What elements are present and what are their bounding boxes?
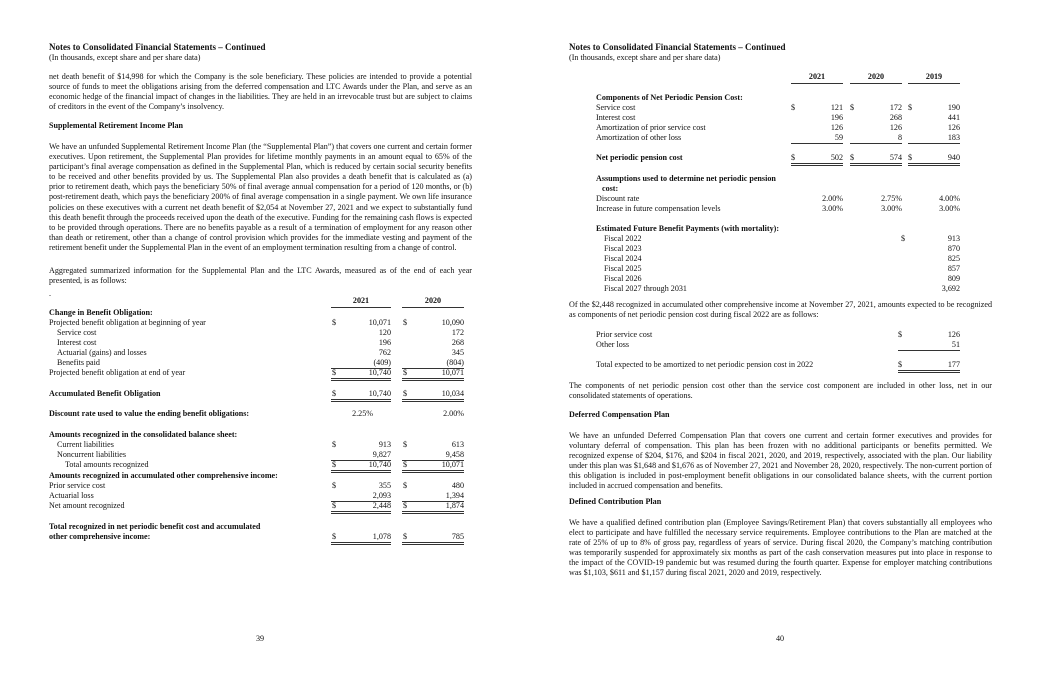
value: 2.25% [352, 409, 373, 418]
row-label: Prior service cost [596, 330, 653, 339]
page-header-title: Notes to Consolidated Financial Statements – Continued [49, 42, 266, 52]
currency-symbol: $ [908, 103, 913, 112]
table-row [596, 133, 992, 143]
table-row [596, 113, 992, 123]
value-cell [331, 348, 391, 358]
stray-mark: . [49, 289, 52, 298]
value-cell [402, 501, 464, 514]
currency-symbol: $ [791, 153, 796, 162]
value: 10,071 [441, 368, 464, 377]
value: 177 [947, 360, 960, 369]
value: 940 [947, 153, 960, 162]
currency-symbol: $ [332, 481, 337, 490]
value-cell [402, 318, 464, 328]
value: 3.00% [822, 204, 843, 213]
value: 10,071 [368, 318, 391, 327]
value: 3.00% [939, 204, 960, 213]
value-cell [850, 204, 902, 214]
value-cell [331, 368, 391, 381]
row-label: Actuarial loss [49, 491, 94, 500]
value-cell [850, 133, 902, 144]
row-label: Total amounts recognized [65, 460, 149, 469]
value: 480 [451, 481, 464, 490]
value: 51 [951, 340, 960, 349]
row-label: Estimated Future Benefit Payments (with mortality): [596, 224, 780, 233]
row-label: Interest cost [57, 338, 97, 347]
value: 172 [451, 328, 464, 337]
row-label: Projected benefit obligation at end of year [49, 368, 186, 377]
row-label: Fiscal 2023 [604, 244, 642, 253]
row-label: Discount rate [596, 194, 640, 203]
intro-paragraph: net death benefit of $14,998 for which the Company is the sole beneficiary. These policies are intended to provide a potential source of funds to meet the obligations arising from the deferred compensation and LTC Awards under the Plan, and serve as an economic hedge of the financial impact of changes in the liabilities. They are held in an irrevocable trust but are subject to claims of creditors in the event of the Company’s insolvency. [49, 72, 472, 112]
column-header-2020: 2020 [850, 72, 902, 84]
currency-symbol: $ [403, 440, 408, 449]
row-label: Interest cost [596, 113, 636, 122]
currency-symbol: $ [403, 481, 408, 490]
value: 3,692 [941, 284, 960, 293]
value-cell [331, 328, 391, 338]
value-cell [402, 481, 464, 491]
table-row [596, 360, 992, 370]
value: 126 [889, 123, 902, 132]
row-label: Service cost [596, 103, 636, 112]
currency-symbol: $ [332, 318, 337, 327]
table-row [596, 103, 992, 113]
value: 762 [378, 348, 391, 357]
table-row [596, 264, 992, 274]
value-cell [402, 389, 464, 402]
currency-symbol: $ [901, 234, 906, 243]
table-row [596, 204, 992, 214]
table-row [49, 460, 472, 470]
value: 268 [889, 113, 902, 122]
value: 121 [830, 103, 843, 112]
value-cell [908, 274, 960, 284]
value-cell [331, 338, 391, 348]
row-label: Current liabilities [57, 440, 114, 449]
value-cell [908, 204, 960, 214]
row-label: Noncurrent liabilities [57, 450, 127, 459]
value: 10,034 [441, 389, 464, 398]
value: 3.00% [881, 204, 902, 213]
row-label: Projected benefit obligation at beginning of year [49, 318, 206, 327]
value: 2,093 [372, 491, 391, 500]
value-cell [791, 204, 843, 214]
value-cell [908, 103, 960, 113]
column-header-2020: 2020 [402, 296, 464, 308]
value: 913 [947, 234, 960, 243]
page-header-title: Notes to Consolidated Financial Statements – Continued [569, 42, 786, 52]
row-label: Actuarial (gains) and losses [57, 348, 147, 357]
value-cell [908, 123, 960, 133]
table-row [596, 330, 992, 340]
table-row [596, 234, 992, 244]
value: 120 [378, 328, 391, 337]
table-row [49, 501, 472, 511]
value: 10,071 [441, 460, 464, 469]
defined-contribution-paragraph: We have a qualified defined contribution plan (Employee Savings/Retirement Plan) that covers substantially all employees who elect to participate and have fulfilled the necessary service requirements. Employee contributions to the Plan are matched at the rate of 25% of up to 8% of gross pay, regardless of years of service. During fiscal 2020, the Company’s matching contribution was temporarily suspended for approximately six months as part of the cash conservation measures put into place in response to the impact of the COVID-19 pandemic but was resumed during the fourth quarter. Expense for employer matching contributions was $1,103, $611 and $1,157 during fiscal 2021, 2020 and 2019, respectively. [569, 518, 992, 578]
column-header-2019: 2019 [908, 72, 960, 84]
table-row [596, 184, 992, 194]
currency-symbol: $ [403, 532, 408, 541]
value: 857 [947, 264, 960, 273]
table-row [596, 254, 992, 264]
value-cell [908, 264, 960, 274]
value: 9,458 [445, 450, 464, 459]
value: 355 [378, 481, 391, 490]
table-row [49, 308, 472, 318]
value-cell [402, 440, 464, 450]
row-label: Fiscal 2027 through 2031 [604, 284, 687, 293]
table-row [49, 450, 472, 460]
row-label: Discount rate used to value the ending benefit obligations: [49, 409, 250, 418]
table-row [596, 340, 992, 350]
row-label: Fiscal 2024 [604, 254, 642, 263]
currency-symbol: $ [332, 389, 337, 398]
table-row [596, 194, 992, 204]
deferred-compensation-heading: Deferred Compensation Plan [569, 410, 670, 419]
row-label: Change in Benefit Obligation: [49, 308, 153, 317]
value: 441 [947, 113, 960, 122]
value-cell [402, 532, 464, 545]
row-label: Fiscal 2022 [604, 234, 642, 243]
value: 9,827 [372, 450, 391, 459]
row-label: Benefits paid [57, 358, 100, 367]
table-row [49, 348, 472, 358]
value: 613 [451, 440, 464, 449]
defined-contribution-heading: Defined Contribution Plan [569, 497, 662, 506]
value-cell [791, 153, 843, 166]
components-paragraph: The components of net periodic pension cost other than the service cost component are included in other loss, net in our consolidated statements of operations. [569, 381, 992, 401]
value: 268 [451, 338, 464, 347]
value-cell [898, 330, 960, 340]
row-label: Fiscal 2025 [604, 264, 642, 273]
value-cell [331, 389, 391, 402]
row-label: Amortization of prior service cost [596, 123, 706, 132]
table-row [596, 174, 992, 184]
row-label: Net periodic pension cost [596, 153, 683, 162]
value-cell [908, 153, 960, 166]
table-row [49, 430, 472, 440]
row-label: Accumulated Benefit Obligation [49, 389, 161, 398]
value-cell [908, 194, 960, 204]
value: 10,740 [368, 368, 391, 377]
table-row [49, 389, 472, 399]
section-paragraph: We have an unfunded Supplemental Retirement Income Plan (the “Supplemental Plan”) that covers one current and certain former executives. Upon retirement, the Supplemental Plan provides for lifetime monthly payments in an amount equal to 65% of the participant’s final average compensation as defined in the Supplemental Plan, which is reduced by certain social security benefits to be received and other benefits provided by us. The Supplemental Plan also provides a death benefit that is calculated as (a) prior to retirement death, which pays the beneficiary 50% of final average annual compensation for a period of 120 months, or (b) post-retirement death, which pays the beneficiary 200% of final average compensation in a single payment. We own life insurance policies on these executives with a current net death benefit of $2,054 at November 27, 2021 and we expect to substantially fund this death benefit through the proceeds received upon the death of the executive. Funding for the remaining cash flows is expected to be provided through operations. There are no benefits payable as a result of a termination of employment for any reason other than death or retirement, other than a change of control provision which provides for the immediate vesting and payment of the retirement benefit under the Supplemental Plan in the event of an employment termination resulting from a change of control. [49, 142, 472, 252]
table-row [596, 274, 992, 284]
table-row [596, 93, 992, 103]
value-cell [850, 113, 902, 123]
value: 785 [451, 532, 464, 541]
currency-symbol: $ [332, 368, 337, 377]
value-cell [850, 123, 902, 133]
table-row [49, 409, 472, 419]
page-header-subtitle: (In thousands, except share and per share data) [569, 53, 721, 62]
row-label: Amortization of other loss [596, 133, 682, 142]
table-row [596, 153, 992, 163]
value-cell [791, 133, 843, 144]
value: 196 [830, 113, 843, 122]
currency-symbol: $ [791, 103, 796, 112]
value-cell [898, 340, 960, 351]
value: 1,874 [445, 501, 464, 510]
currency-symbol: $ [332, 440, 337, 449]
table-row [49, 318, 472, 328]
value: 809 [947, 274, 960, 283]
currency-symbol: $ [332, 501, 337, 510]
row-label: Amounts recognized in accumulated other comprehensive income: [49, 471, 278, 480]
row-label: Net amount recognized [49, 501, 125, 510]
value: 10,740 [368, 460, 391, 469]
row-label: Assumptions used to determine net periodic pension [596, 174, 776, 183]
value-cell [908, 113, 960, 123]
value: 190 [947, 103, 960, 112]
value-cell [402, 328, 464, 338]
value: 8 [897, 133, 902, 142]
row-label: Fiscal 2026 [604, 274, 642, 283]
page-number: 39 [256, 634, 265, 643]
value: 1,394 [445, 491, 464, 500]
value-cell [791, 194, 843, 204]
table-row [596, 224, 992, 234]
deferred-compensation-paragraph: We have an unfunded Deferred Compensation Plan that covers one current and certain former executives and provides for voluntary deferral of compensation. This plan has been frozen with no additional participants or benefits permitted. We recognized expense of $204, $176, and $204 in fiscal 2021, 2020, and 2019, respectively, associated with the plan. Our liability under this plan was $1,648 and $1,676 as of November 27, 2021 and November 28, 2020, respectively. The non-current portion of this obligation is included in post-employment benefit obligations in our consolidated balance sheets, with the current portion included in accrued compensation and benefits. [569, 431, 992, 491]
value: 2.75% [881, 194, 902, 203]
value-cell [850, 153, 902, 166]
page-number: 40 [776, 634, 785, 643]
table-row [49, 328, 472, 338]
value: (804) [446, 358, 464, 367]
value-cell [850, 103, 902, 113]
value: 574 [889, 153, 902, 162]
value-cell [791, 123, 843, 133]
row-label: Amounts recognized in the consolidated balance sheet: [49, 430, 238, 439]
row-label: other comprehensive income: [49, 532, 151, 541]
value: (409) [373, 358, 391, 367]
value-cell [331, 409, 391, 419]
currency-symbol: $ [898, 330, 903, 339]
value: 196 [378, 338, 391, 347]
currency-symbol: $ [332, 532, 337, 541]
column-header-2021: 2021 [331, 296, 391, 308]
aoci-paragraph: Of the $2,448 recognized in accumulated other comprehensive income at November 27, 2021, amounts expected to be recognized as components of net periodic pension cost during fiscal 2022 are as follows: [569, 300, 992, 320]
currency-symbol: $ [332, 460, 337, 469]
currency-symbol: $ [403, 460, 408, 469]
table-row [596, 123, 992, 133]
value: 825 [947, 254, 960, 263]
value: 126 [947, 123, 960, 132]
value: 59 [834, 133, 843, 142]
value-cell [331, 501, 391, 514]
value: 172 [889, 103, 902, 112]
row-label: Total expected to be amortized to net periodic pension cost in 2022 [596, 360, 814, 369]
value-cell [331, 532, 391, 545]
table-row [49, 358, 472, 368]
value-cell [402, 348, 464, 358]
currency-symbol: $ [403, 501, 408, 510]
table-row [596, 244, 992, 254]
column-header-2021: 2021 [791, 72, 843, 84]
row-label: Other loss [596, 340, 630, 349]
table-row [49, 532, 472, 542]
value-cell [901, 234, 960, 244]
table-row [49, 471, 472, 481]
value-cell [908, 244, 960, 254]
page-40 [520, 0, 1040, 673]
currency-symbol: $ [850, 103, 855, 112]
value-cell [331, 318, 391, 328]
currency-symbol: $ [403, 368, 408, 377]
table-row [49, 440, 472, 450]
value: 2.00% [822, 194, 843, 203]
value-cell [402, 368, 464, 381]
value-cell [791, 113, 843, 123]
value: 2,448 [372, 501, 391, 510]
row-label: Increase in future compensation levels [596, 204, 721, 213]
value-cell [850, 194, 902, 204]
page-header-subtitle: (In thousands, except share and per share data) [49, 53, 201, 62]
row-label: Prior service cost [49, 481, 106, 490]
aggregated-paragraph: Aggregated summarized information for the Supplemental Plan and the LTC Awards, measured as of the end of each year presented, is as follows: [49, 266, 472, 286]
value-cell [331, 440, 391, 450]
value: 913 [378, 440, 391, 449]
value-cell [908, 254, 960, 264]
currency-symbol: $ [403, 318, 408, 327]
value-cell [908, 133, 960, 144]
value-cell [402, 409, 464, 419]
currency-symbol: $ [850, 153, 855, 162]
row-label: cost: [602, 184, 619, 193]
value: 183 [947, 133, 960, 142]
value: 345 [451, 348, 464, 357]
value-cell [402, 338, 464, 348]
value: 10,090 [441, 318, 464, 327]
table-row [49, 481, 472, 491]
table-row [49, 522, 472, 532]
table-row [49, 338, 472, 348]
value: 10,740 [368, 389, 391, 398]
value-cell [898, 360, 960, 373]
row-label: Components of Net Periodic Pension Cost: [596, 93, 743, 102]
currency-symbol: $ [908, 153, 913, 162]
row-label: Total recognized in net periodic benefit cost and accumulated [49, 522, 261, 531]
value: 126 [947, 330, 960, 339]
value: 2.00% [443, 409, 464, 418]
table-row [49, 491, 472, 501]
value: 502 [830, 153, 843, 162]
section-heading: Supplemental Retirement Income Plan [49, 121, 184, 130]
value: 1,078 [372, 532, 391, 541]
value: 870 [947, 244, 960, 253]
row-label: Service cost [57, 328, 97, 337]
value: 126 [830, 123, 843, 132]
table-row [49, 368, 472, 378]
currency-symbol: $ [898, 360, 903, 369]
currency-symbol: $ [403, 389, 408, 398]
value: 4.00% [939, 194, 960, 203]
value-cell [908, 284, 960, 294]
value-cell [331, 481, 391, 491]
value-cell [791, 103, 843, 113]
table-row [596, 284, 992, 294]
